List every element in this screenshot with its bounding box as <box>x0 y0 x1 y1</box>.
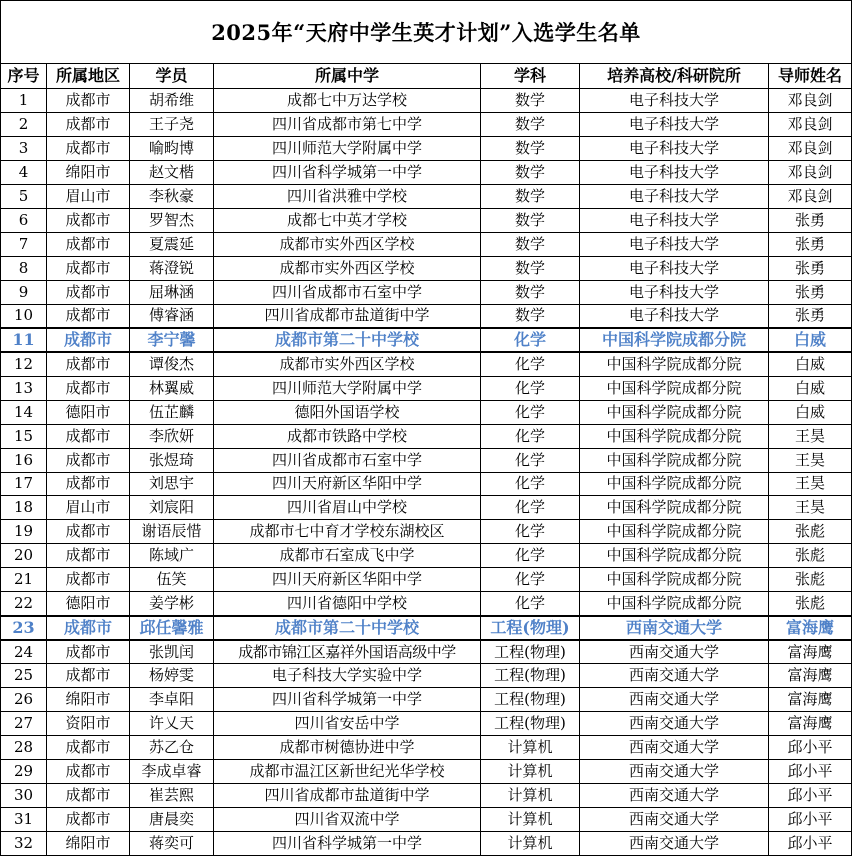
cell-mentor: 王昊 <box>769 472 852 496</box>
cell-school: 成都市石室成飞中学 <box>214 544 481 568</box>
cell-subject: 化学 <box>481 544 580 568</box>
cell-institution: 西南交通大学 <box>580 640 769 664</box>
cell-institution: 中国科学院成都分院 <box>580 376 769 400</box>
table-row <box>1 376 852 400</box>
table-row <box>1 160 852 184</box>
cell-student: 伍笑 <box>130 568 214 592</box>
cell-subject: 化学 <box>481 472 580 496</box>
cell-region: 成都市 <box>47 568 130 592</box>
table-row <box>1 592 852 616</box>
cell-mentor: 张彪 <box>769 592 852 616</box>
cell-institution: 中国科学院成都分院 <box>580 472 769 496</box>
cell-region: 成都市 <box>47 352 130 376</box>
cell-student: 邱任馨雅 <box>130 616 214 640</box>
cell-student: 崔芸熙 <box>130 784 214 808</box>
cell-no: 16 <box>1 448 47 472</box>
cell-region: 成都市 <box>47 664 130 688</box>
cell-student: 李卓阳 <box>130 688 214 712</box>
cell-school: 成都市温江区新世纪光华学校 <box>214 760 481 784</box>
cell-no: 25 <box>1 664 47 688</box>
table-row <box>1 280 852 304</box>
cell-no: 28 <box>1 736 47 760</box>
cell-student: 刘思宇 <box>130 472 214 496</box>
cell-mentor: 邓良剑 <box>769 89 852 113</box>
cell-school: 四川师范大学附属中学 <box>214 136 481 160</box>
cell-institution: 电子科技大学 <box>580 89 769 113</box>
cell-school: 四川省成都市石室中学 <box>214 280 481 304</box>
cell-school: 四川省成都市第七中学 <box>214 112 481 136</box>
cell-institution: 西南交通大学 <box>580 736 769 760</box>
cell-subject: 数学 <box>481 184 580 208</box>
cell-no: 9 <box>1 280 47 304</box>
table-row <box>1 544 852 568</box>
cell-no: 2 <box>1 112 47 136</box>
cell-subject: 数学 <box>481 304 580 328</box>
cell-institution: 西南交通大学 <box>580 808 769 832</box>
column-header-student: 学员 <box>130 64 214 89</box>
cell-student: 李秋豪 <box>130 184 214 208</box>
cell-subject: 化学 <box>481 592 580 616</box>
cell-mentor: 富海鹰 <box>769 712 852 736</box>
cell-region: 德阳市 <box>47 400 130 424</box>
cell-student: 李欣妍 <box>130 424 214 448</box>
cell-school: 四川省科学城第一中学 <box>214 688 481 712</box>
cell-region: 成都市 <box>47 760 130 784</box>
cell-no: 29 <box>1 760 47 784</box>
cell-student: 夏震延 <box>130 232 214 256</box>
cell-subject: 数学 <box>481 112 580 136</box>
cell-mentor: 邱小平 <box>769 808 852 832</box>
cell-school: 成都市铁路中学校 <box>214 424 481 448</box>
header-row <box>1 64 852 89</box>
cell-mentor: 张勇 <box>769 280 852 304</box>
table-row <box>1 568 852 592</box>
cell-region: 眉山市 <box>47 184 130 208</box>
page-title: 2025年“天府中学生英才计划”入选学生名单 <box>1 1 852 64</box>
cell-mentor: 富海鹰 <box>769 616 852 640</box>
cell-institution: 中国科学院成都分院 <box>580 496 769 520</box>
cell-region: 成都市 <box>47 280 130 304</box>
cell-region: 眉山市 <box>47 496 130 520</box>
cell-region: 成都市 <box>47 89 130 113</box>
cell-school: 四川省眉山中学校 <box>214 496 481 520</box>
cell-student: 罗智杰 <box>130 208 214 232</box>
cell-school: 成都市树德协进中学 <box>214 736 481 760</box>
cell-student: 胡希维 <box>130 89 214 113</box>
cell-subject: 数学 <box>481 280 580 304</box>
cell-institution: 电子科技大学 <box>580 184 769 208</box>
cell-region: 成都市 <box>47 328 130 352</box>
cell-subject: 工程(物理) <box>481 688 580 712</box>
column-header-subject: 学科 <box>481 64 580 89</box>
cell-institution: 中国科学院成都分院 <box>580 520 769 544</box>
cell-student: 苏乙仓 <box>130 736 214 760</box>
table-row <box>1 112 852 136</box>
cell-student: 张煜琦 <box>130 448 214 472</box>
cell-region: 成都市 <box>47 448 130 472</box>
cell-mentor: 邓良剑 <box>769 136 852 160</box>
table-row <box>1 232 852 256</box>
cell-school: 四川省成都市盐道街中学 <box>214 304 481 328</box>
table-row <box>1 136 852 160</box>
cell-region: 资阳市 <box>47 712 130 736</box>
cell-mentor: 富海鹰 <box>769 640 852 664</box>
table-row <box>1 520 852 544</box>
cell-no: 5 <box>1 184 47 208</box>
cell-no: 8 <box>1 256 47 280</box>
cell-no: 32 <box>1 832 47 856</box>
cell-student: 赵文楷 <box>130 160 214 184</box>
table-row <box>1 208 852 232</box>
table-row <box>1 808 852 832</box>
cell-student: 喻畇博 <box>130 136 214 160</box>
column-header-region: 所属地区 <box>47 64 130 89</box>
cell-school: 四川省洪雅中学校 <box>214 184 481 208</box>
cell-region: 成都市 <box>47 376 130 400</box>
cell-student: 林翼威 <box>130 376 214 400</box>
cell-region: 成都市 <box>47 256 130 280</box>
cell-mentor: 白威 <box>769 328 852 352</box>
cell-subject: 计算机 <box>481 736 580 760</box>
table-row <box>1 304 852 328</box>
cell-school: 四川省科学城第一中学 <box>214 832 481 856</box>
table-row <box>1 832 852 856</box>
cell-no: 11 <box>1 328 47 352</box>
cell-no: 24 <box>1 640 47 664</box>
table-row <box>1 400 852 424</box>
cell-subject: 计算机 <box>481 832 580 856</box>
cell-subject: 计算机 <box>481 784 580 808</box>
cell-student: 杨婷雯 <box>130 664 214 688</box>
cell-no: 14 <box>1 400 47 424</box>
cell-school: 四川师范大学附属中学 <box>214 376 481 400</box>
cell-mentor: 富海鹰 <box>769 688 852 712</box>
cell-no: 31 <box>1 808 47 832</box>
cell-school: 四川天府新区华阳中学 <box>214 568 481 592</box>
cell-institution: 中国科学院成都分院 <box>580 448 769 472</box>
cell-institution: 电子科技大学 <box>580 208 769 232</box>
cell-mentor: 张彪 <box>769 520 852 544</box>
cell-region: 成都市 <box>47 640 130 664</box>
table-row <box>1 784 852 808</box>
cell-no: 22 <box>1 592 47 616</box>
cell-region: 成都市 <box>47 616 130 640</box>
cell-institution: 电子科技大学 <box>580 304 769 328</box>
cell-region: 成都市 <box>47 472 130 496</box>
cell-mentor: 邓良剑 <box>769 160 852 184</box>
cell-student: 伍芷麟 <box>130 400 214 424</box>
cell-no: 15 <box>1 424 47 448</box>
cell-subject: 数学 <box>481 208 580 232</box>
cell-school: 四川省成都市盐道街中学 <box>214 784 481 808</box>
cell-subject: 数学 <box>481 136 580 160</box>
cell-institution: 西南交通大学 <box>580 784 769 808</box>
cell-school: 四川省成都市石室中学 <box>214 448 481 472</box>
table-row <box>1 640 852 664</box>
cell-region: 成都市 <box>47 112 130 136</box>
cell-no: 19 <box>1 520 47 544</box>
cell-institution: 西南交通大学 <box>580 664 769 688</box>
table-body <box>1 89 852 856</box>
cell-region: 绵阳市 <box>47 160 130 184</box>
cell-student: 刘宸阳 <box>130 496 214 520</box>
cell-no: 21 <box>1 568 47 592</box>
cell-student: 李成卓睿 <box>130 760 214 784</box>
cell-school: 四川省德阳中学校 <box>214 592 481 616</box>
cell-subject: 数学 <box>481 89 580 113</box>
column-header-mentor: 导师姓名 <box>769 64 852 89</box>
cell-no: 6 <box>1 208 47 232</box>
cell-school: 成都市七中育才学校东湖校区 <box>214 520 481 544</box>
cell-no: 20 <box>1 544 47 568</box>
cell-region: 成都市 <box>47 304 130 328</box>
cell-no: 13 <box>1 376 47 400</box>
cell-student: 傅睿涵 <box>130 304 214 328</box>
cell-no: 17 <box>1 472 47 496</box>
cell-mentor: 邓良剑 <box>769 112 852 136</box>
cell-school: 成都市第二十中学校 <box>214 328 481 352</box>
cell-subject: 工程(物理) <box>481 664 580 688</box>
cell-no: 26 <box>1 688 47 712</box>
cell-institution: 西南交通大学 <box>580 832 769 856</box>
cell-institution: 电子科技大学 <box>580 256 769 280</box>
cell-school: 四川省双流中学 <box>214 808 481 832</box>
cell-institution: 西南交通大学 <box>580 616 769 640</box>
cell-institution: 西南交通大学 <box>580 712 769 736</box>
cell-region: 成都市 <box>47 208 130 232</box>
cell-mentor: 王昊 <box>769 496 852 520</box>
cell-no: 1 <box>1 89 47 113</box>
cell-school: 四川天府新区华阳中学 <box>214 472 481 496</box>
cell-school: 成都七中英才学校 <box>214 208 481 232</box>
cell-subject: 工程(物理) <box>481 616 580 640</box>
cell-school: 成都市实外西区学校 <box>214 232 481 256</box>
cell-institution: 中国科学院成都分院 <box>580 544 769 568</box>
table-row <box>1 328 852 352</box>
cell-mentor: 邓良剑 <box>769 184 852 208</box>
cell-subject: 化学 <box>481 448 580 472</box>
cell-student: 李宁馨 <box>130 328 214 352</box>
cell-no: 18 <box>1 496 47 520</box>
cell-school: 电子科技大学实验中学 <box>214 664 481 688</box>
cell-student: 蒋奕可 <box>130 832 214 856</box>
cell-institution: 中国科学院成都分院 <box>580 568 769 592</box>
cell-subject: 化学 <box>481 328 580 352</box>
cell-mentor: 白威 <box>769 376 852 400</box>
cell-student: 屈琳涵 <box>130 280 214 304</box>
cell-institution: 电子科技大学 <box>580 232 769 256</box>
column-header-school: 所属中学 <box>214 64 481 89</box>
table-row <box>1 712 852 736</box>
cell-mentor: 张勇 <box>769 256 852 280</box>
cell-institution: 中国科学院成都分院 <box>580 400 769 424</box>
cell-school: 成都市锦江区嘉祥外国语高级中学 <box>214 640 481 664</box>
cell-region: 成都市 <box>47 736 130 760</box>
cell-subject: 数学 <box>481 160 580 184</box>
cell-subject: 工程(物理) <box>481 712 580 736</box>
cell-mentor: 白威 <box>769 352 852 376</box>
cell-region: 成都市 <box>47 784 130 808</box>
table-row <box>1 472 852 496</box>
cell-mentor: 白威 <box>769 400 852 424</box>
cell-school: 成都市第二十中学校 <box>214 616 481 640</box>
cell-school: 德阳外国语学校 <box>214 400 481 424</box>
table-row <box>1 89 852 113</box>
cell-subject: 化学 <box>481 376 580 400</box>
cell-region: 成都市 <box>47 136 130 160</box>
cell-no: 7 <box>1 232 47 256</box>
cell-region: 德阳市 <box>47 592 130 616</box>
cell-region: 成都市 <box>47 544 130 568</box>
cell-no: 10 <box>1 304 47 328</box>
cell-subject: 化学 <box>481 520 580 544</box>
cell-institution: 中国科学院成都分院 <box>580 352 769 376</box>
cell-region: 成都市 <box>47 232 130 256</box>
cell-student: 陈域广 <box>130 544 214 568</box>
column-header-institution: 培养高校/科研院所 <box>580 64 769 89</box>
table-row <box>1 424 852 448</box>
table-row <box>1 184 852 208</box>
cell-no: 12 <box>1 352 47 376</box>
cell-mentor: 富海鹰 <box>769 664 852 688</box>
cell-mentor: 张勇 <box>769 232 852 256</box>
cell-institution: 中国科学院成都分院 <box>580 592 769 616</box>
cell-mentor: 邱小平 <box>769 736 852 760</box>
table-row <box>1 736 852 760</box>
cell-subject: 数学 <box>481 256 580 280</box>
table-row <box>1 352 852 376</box>
table-row <box>1 616 852 640</box>
cell-mentor: 张勇 <box>769 304 852 328</box>
cell-subject: 数学 <box>481 232 580 256</box>
table-row <box>1 664 852 688</box>
cell-mentor: 王昊 <box>769 424 852 448</box>
table-row <box>1 496 852 520</box>
cell-region: 成都市 <box>47 808 130 832</box>
cell-subject: 化学 <box>481 568 580 592</box>
cell-student: 许乂天 <box>130 712 214 736</box>
cell-institution: 中国科学院成都分院 <box>580 328 769 352</box>
cell-subject: 化学 <box>481 496 580 520</box>
cell-student: 张凯闰 <box>130 640 214 664</box>
cell-no: 4 <box>1 160 47 184</box>
cell-student: 王子尧 <box>130 112 214 136</box>
cell-school: 成都市实外西区学校 <box>214 256 481 280</box>
cell-subject: 化学 <box>481 424 580 448</box>
cell-school: 成都七中万达学校 <box>214 89 481 113</box>
cell-mentor: 王昊 <box>769 448 852 472</box>
cell-school: 成都市实外西区学校 <box>214 352 481 376</box>
cell-student: 谭俊杰 <box>130 352 214 376</box>
table-row <box>1 688 852 712</box>
cell-mentor: 张勇 <box>769 208 852 232</box>
table-row <box>1 256 852 280</box>
cell-mentor: 邱小平 <box>769 832 852 856</box>
table-row <box>1 448 852 472</box>
cell-region: 成都市 <box>47 424 130 448</box>
cell-mentor: 邱小平 <box>769 760 852 784</box>
cell-student: 姜学彬 <box>130 592 214 616</box>
cell-school: 四川省安岳中学 <box>214 712 481 736</box>
cell-institution: 电子科技大学 <box>580 112 769 136</box>
cell-school: 四川省科学城第一中学 <box>214 160 481 184</box>
cell-institution: 中国科学院成都分院 <box>580 424 769 448</box>
cell-subject: 计算机 <box>481 808 580 832</box>
cell-subject: 计算机 <box>481 760 580 784</box>
cell-no: 30 <box>1 784 47 808</box>
table-row <box>1 760 852 784</box>
cell-institution: 电子科技大学 <box>580 136 769 160</box>
cell-region: 绵阳市 <box>47 688 130 712</box>
cell-no: 23 <box>1 616 47 640</box>
column-header-no: 序号 <box>1 64 47 89</box>
cell-student: 唐晨奕 <box>130 808 214 832</box>
cell-no: 27 <box>1 712 47 736</box>
cell-institution: 电子科技大学 <box>580 280 769 304</box>
cell-student: 蒋澄锐 <box>130 256 214 280</box>
cell-mentor: 张彪 <box>769 544 852 568</box>
cell-institution: 电子科技大学 <box>580 160 769 184</box>
cell-subject: 化学 <box>481 352 580 376</box>
cell-institution: 西南交通大学 <box>580 760 769 784</box>
cell-student: 谢语辰惜 <box>130 520 214 544</box>
cell-subject: 化学 <box>481 400 580 424</box>
cell-mentor: 张彪 <box>769 568 852 592</box>
cell-region: 成都市 <box>47 520 130 544</box>
cell-institution: 西南交通大学 <box>580 688 769 712</box>
cell-mentor: 邱小平 <box>769 784 852 808</box>
cell-subject: 工程(物理) <box>481 640 580 664</box>
cell-no: 3 <box>1 136 47 160</box>
cell-region: 绵阳市 <box>47 832 130 856</box>
